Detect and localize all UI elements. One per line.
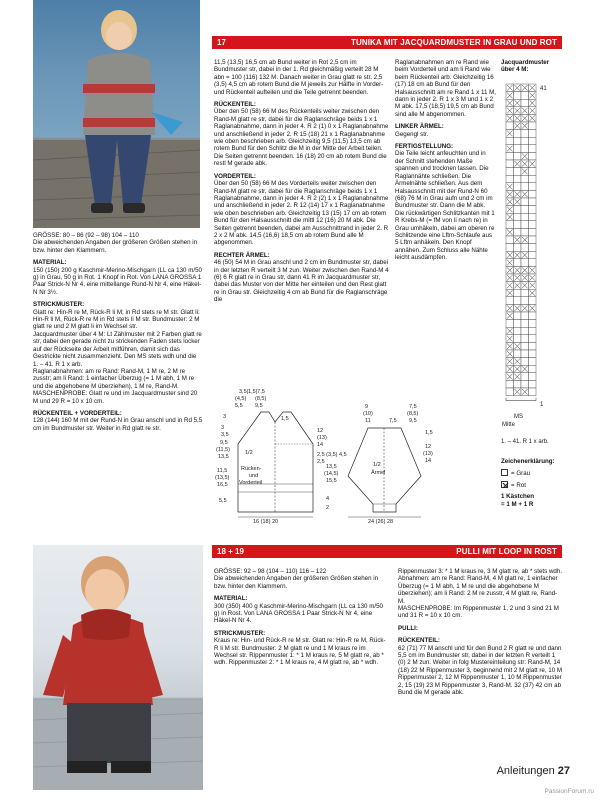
paragraph-heading: MATERIAL: [33, 259, 67, 267]
chart-cell [506, 388, 514, 396]
chart-cell [529, 312, 537, 320]
chart-cell [514, 327, 522, 335]
section2-right-column [398, 568, 564, 697]
schematic-sleeve [324, 404, 433, 524]
m-sl-13: (13) [423, 451, 433, 457]
m-35: 3,5 [221, 432, 229, 438]
section-title: TUNIKA MIT JACQUARDMUSTER IN GRAU UND ROT [350, 38, 557, 47]
schematic-back-label1: Rücken- [241, 466, 262, 472]
schematic-back-label2: und [249, 473, 259, 479]
schematic-back-front [215, 389, 347, 524]
paragraph-text: Die abweichenden Angaben der größeren Größen stehen in bzw. hinter den Klammern. [33, 239, 198, 254]
chart-cell [514, 259, 522, 267]
chart-cell [529, 342, 537, 350]
m-sl-4: 4 [326, 496, 330, 502]
chart-cell [514, 335, 522, 343]
paragraph-text: Über den 50 (58) 66 M des Rückenteils weiter zwischen den Rand-M glatt re str, dabei für die Raglanschräge beids 1 x 1 Raglanabnahme, dann in jeder 4. R 2 (1) 0 x 1 Raglanabnahme und anschließend in jeder 2. R 15 (18) 21 x 1 Raglanabnahme wie oben beschrieben arb. Gleichzeitig 9,5 (11,5) 13,5 cm ab rotem Bund für den Schlitz die M in der Mitte der Arbeit teilen. Die Seiten getrennt beenden. 16 (18) 20 cm ab rotem Bund die restl M gerade abk. [214, 108, 389, 168]
photo-boy-pullover-illustration [33, 545, 203, 790]
chart-cell [514, 92, 522, 100]
section1-left-column [33, 232, 203, 432]
schematic-sleeve-label: Ärmel [371, 470, 386, 476]
watermark: PassionForum.ru [544, 788, 594, 795]
m-3: 3 [223, 414, 227, 420]
paragraph-heading: STRICKMUSTER: [214, 629, 266, 637]
footer-label: Anleitungen [496, 765, 555, 777]
page-footer [496, 765, 570, 777]
chart-cell [521, 175, 529, 183]
paragraph-heading: RÜCKENTEIL: [398, 637, 440, 645]
section-header-18-19 [212, 545, 562, 558]
m-sl-145: (14,5) [324, 471, 339, 477]
chart-cell [529, 236, 537, 244]
paragraph-text: Gegengl str. [395, 130, 429, 138]
chart-cell [521, 335, 529, 343]
paragraph-text: Raglanabnahmen am re Rand wie beim Vorderteil und am li Rand wie beim Rückenteil arb. Gleichzeitig 16 (17) 18 cm ab Bund für den Halsausschnitt am re Rand 1 x 11 M, dann in jeder 2. R 1 x 3 M und 1 x 2 M abk. 17,5 (18,5) 19,5 cm ab Bund sind alle M abgenommen. [395, 59, 496, 118]
chart-cell [529, 168, 537, 176]
chart-cell [529, 122, 537, 130]
m-sl-75b: 7,5 [409, 404, 417, 410]
chart-cell [514, 152, 522, 160]
paragraph-text: GRÖSSE: 80 – 86 (92 – 98) 104 – 110 [33, 232, 139, 239]
chart-cell [521, 221, 529, 229]
legend-red-label: = Rot [511, 481, 526, 489]
chart-ms-label: MS [514, 414, 523, 420]
legend-grey-swatch [501, 469, 508, 476]
paragraph-text: Glatt re: Hin-R re M, Rück-R li M; in Rd stets re M str. Glatt li: Hin-R li M, Rück-R re M in Rd stets li M str. Bundmuster: 2 M glatt re und 2 M glatt li im Wechsel str. [33, 308, 200, 331]
chart-cell [521, 244, 529, 252]
schematic-drawings [213, 384, 499, 524]
m-sl-75: 7,5 [389, 418, 397, 424]
m-sl-11: 11 [365, 418, 371, 424]
chart-cell [529, 327, 537, 335]
paragraph-text: 62 (71) 77 M anschl und für den Bund 2 R glatt re und dann 5,5 cm im Bundmuster str, dabei in der letzten R verteilt 1 (0) 2 M zun. Weiter in folg Mustereinteilung str: Rand-M, 14 (18) 22 M Rippenmuster 3, beginnend mit 2 M glatt re, 10 M Rippenmuster 2, 12 M Rippenmuster 1, 10 M Rippenmuster 2, 15 (19) 23 M Rippenmuster 3, Rand-M. 32 (37) 42 cm ab Bund die M gerade abk. [398, 644, 563, 697]
paragraph-text: GRÖSSE: 92 – 98 (104 – 110) 116 – 122 [214, 568, 327, 575]
chart-cell [521, 289, 529, 297]
chart-cell [529, 228, 537, 236]
m-3b: 3 [221, 425, 225, 431]
chart-cell [529, 373, 537, 381]
chart-cell [521, 320, 529, 328]
m-95b: 9,5 [220, 440, 228, 446]
chart-cell [529, 175, 537, 183]
chart-cell [529, 297, 537, 305]
chart-cell [529, 137, 537, 145]
m-sl-12: 12 [425, 444, 432, 450]
m-sl-10: (10) [363, 411, 373, 417]
chart-cell [529, 206, 537, 214]
m-sl-9: 9 [365, 404, 369, 410]
paragraph-heading: STRICKMUSTER: [33, 301, 85, 309]
chart-cell [521, 183, 529, 191]
paragraph-text: Jacquardmuster über 4 M: Lt Zählmuster mit 2 Farben glatt re str, dabei den gerade nicht zu strickenden Faden stets locker auf der Rückseite der Arbeit mitführen, damit sich das Gestrickte nicht zusammenzieht. Den MS stets wdh und die 1. – 41. R 1 x arb. [33, 330, 202, 368]
chart-cell [506, 221, 514, 229]
schematic-back-label3: Vorderteil [239, 480, 263, 486]
chart-cell [514, 130, 522, 138]
chart-cell [514, 221, 522, 229]
chart-row-label-41: 41 [540, 86, 547, 92]
chart-cell [514, 312, 522, 320]
m-135: 13,5 [218, 454, 229, 460]
chart-cell [521, 137, 529, 145]
chart-cell [521, 358, 529, 366]
chart-cell [506, 244, 514, 252]
section2-left-column [214, 568, 390, 667]
chart-cell [529, 350, 537, 358]
paragraph-heading: VORDERTEIL: [214, 172, 256, 180]
chart-cell [514, 213, 522, 221]
legend-box-1: 1 Kästchen [501, 493, 535, 501]
chart-cell [506, 297, 514, 305]
chart-cell [529, 365, 537, 373]
paragraph-text: Rippenmuster 3: * 1 M kraus re, 3 M glatt re, ab * stets wdh. [398, 568, 563, 575]
chart-cell [521, 99, 529, 107]
m-115: (11,5) [216, 447, 230, 453]
chart-cell [506, 236, 514, 244]
chart-cell [514, 206, 522, 214]
chart-cell [521, 259, 529, 267]
section1-middle-column [214, 59, 390, 304]
legend-title: Zeichenerklärung: [501, 458, 555, 465]
chart-cell [521, 92, 529, 100]
paragraph-heading: LINKER ÄRMEL: [395, 123, 444, 131]
paragraph-text: 46 (50) 54 M in Grau anschl und 2 cm im Bundmuster str, dabei in der letzten R verteilt 3 M zun. Weiter zwischen den Rand-M 4 (6) 6 R glatt re in Grau str, dann 41 R im Jacquardmuster str, dabei das Muster von der Mitte her einteilen und den Rest glatt re in Grau str. Gleichzeitig 4 cm ab Bund für die Raglanschräge die [214, 259, 389, 304]
chart-cell [514, 244, 522, 252]
chart-cell [521, 373, 529, 381]
chart-cell [521, 297, 529, 305]
m-15a: 1,5 [281, 416, 289, 422]
paragraph-text: 300 (350) 400 g Kaschmir-Merino-Mischgarn (LL ca 130 m/50 g) in Rost. Von LANA GROSSA 1 Paar Strick-N Nr 4, eine Häkel-N Nr 4. [214, 602, 383, 625]
chart-cell [529, 251, 537, 259]
chart-cell [506, 175, 514, 183]
chart-cell [521, 350, 529, 358]
section-number: 18 + 19 [217, 547, 244, 556]
paragraph-heading: FERTIGSTELLUNG: [395, 143, 454, 151]
paragraph-text: MASCHENPROBE: Glatt re und im Jacquardmuster sind 20 M und 29 R = 10 x 10 cm. [33, 390, 198, 405]
chart-cell [521, 327, 529, 335]
chart-cell [529, 198, 537, 206]
m-top2: (4,5) [235, 396, 247, 402]
chart-cell [529, 335, 537, 343]
photo-boy-pullover [33, 545, 203, 790]
paragraph-text: Abnahmen: am re Rand: Rand-M, 4 M glatt re, 1 einfacher Überzug (= 1 M abh, 1 M re und die abgehobene M überziehen); am li Rand: 2 M re zusstr, 4 M glatt re, Rand-M. [398, 575, 558, 605]
m-95: 9,5 [255, 403, 263, 409]
chart-cell [529, 213, 537, 221]
m-sl-155: 15,5 [326, 478, 337, 484]
chart-cell [529, 259, 537, 267]
chart-cell [529, 320, 537, 328]
chart-cell [529, 130, 537, 138]
section1-right-column [395, 59, 496, 262]
jacquard-chart [498, 80, 568, 448]
legend-box-2: = 1 M + 1 R [501, 500, 534, 508]
paragraph-text: MASCHENPROBE: Im Rippenmuster 1, 2 und 3 sind 21 M und 31 R = 10 x 10 cm. [398, 605, 559, 620]
paragraph-text: Die abweichenden Angaben der größeren Größen stehen in bzw. hinter den Klammern. [214, 575, 379, 590]
paragraph-text: Über den 50 (58) 66 M des Vorderteils weiter zwischen den Rand-M glatt re str, dabei für die Raglanschräge beids 1 x 1 Raglanabnahme, dann in jeder 4. R 2 (2) 1 x 1 Raglanabnahme und anschließend in jeder 2. R 12 (14) 17 x 1 Raglanabnahme wie oben beschrieben arb. Gleichzeitig 13 (15) 17 cm ab rotem Bund für den Halsausschnitt die mittl 12 (16) 20 M abk. Die Seiten getrennt beenden, dabei am Ausschnittrand in jeder 2. R 2 x 2 M abk. 14,5 (16,6) 18,5 cm ab rotem Bund alle M abgenommen. [214, 180, 389, 247]
chart-ms-bracket [506, 398, 536, 401]
legend-grey-label: = Grau [511, 470, 531, 478]
m-top3: (8,5) [255, 396, 267, 402]
chart-cell [514, 168, 522, 176]
m-25: 2,5 (3,5) 4,5 [317, 452, 347, 458]
m-13: (13) [317, 435, 327, 441]
schematic-sleeve-half: 1/2 [373, 462, 381, 468]
chart-cell [506, 168, 514, 176]
m-12: 12 [317, 428, 324, 434]
chart-cell [506, 320, 514, 328]
chart-cell [521, 380, 529, 388]
chart-cell [529, 190, 537, 198]
paragraph-text: Kraus re: Hin- und Rück-R re M str. Glatt re: Hin-R re M, Rück-R li M str. Bundmuster: 2 M glatt re und 1 M kraus re im Wechsel str. Rippenmuster 1: * 1 M kraus re, 5 M glatt re, ab * wdh. Rippenmuster 2: * 1 M kraus re, 4 M glatt re, ab * wdh. [214, 637, 386, 667]
schematic-back-half: 1/2 [245, 450, 253, 456]
paragraph-text: 150 (150) 200 g Kaschmir-Merino-Mischgarn (LL ca 130 m/50 g) in Grau, 50 g in Rot. 1 Knopf in Rot. Von LANA GROSSA 1 Paar Strick-N Nr 4, eine mittellange Rund-N Nr 4, eine Häkel-N Nr 3½. [33, 266, 202, 296]
chart-cell [514, 175, 522, 183]
chart-cell [506, 160, 514, 168]
page-number: 27 [557, 765, 570, 777]
m-sl-2: 2 [326, 505, 330, 511]
m-14: 14 [317, 442, 324, 448]
chart-cell [529, 358, 537, 366]
chart-cell [521, 228, 529, 236]
m-sl-15: 1,5 [425, 430, 433, 436]
chart-cell [529, 183, 537, 191]
chart-cell [521, 130, 529, 138]
section-title: PULLI MIT LOOP IN ROST [456, 547, 557, 556]
chart-cell [521, 312, 529, 320]
chart-cell [514, 145, 522, 153]
schematic-sleeve-bottom: 24 (26) 28 [368, 519, 394, 524]
chart-cell [514, 380, 522, 388]
m-115b: 11,5 [217, 468, 228, 474]
paragraph-text: Raglanabnahmen: am re Rand: Rand-M, 1 M re, 2 M re zusstr; am li Rand: 1 einfacher Überzug (= 1 M abh, 1 M re und die abgehobene M überziehen), 1 M re, Rand-M. [33, 367, 195, 390]
jacquard-chart-block [501, 59, 566, 74]
chart-cell [521, 145, 529, 153]
m-top4: 5,5 [235, 403, 243, 409]
paragraph-text: 11,5 (13,5) 16,5 cm ab Bund weiter in Rot 2,5 cm im Bundmuster str, dabei in der 1. Rd gleichmäßig verteilt 28 M abn = 100 (116) 132 M. Danach weiter in Grau glatt re str. 2,5 (3,5) 4,5 cm ab rotem Bund die M jeweils zur Hälfte in Vorder- und Rückenteil aufteilen und die Teile getrennt beenden. [214, 59, 384, 96]
photo-girl-tunic-illustration [33, 0, 200, 228]
chart-cell [521, 206, 529, 214]
photo-girl-tunic [33, 0, 200, 228]
paragraph-text: 128 (144) 160 M mit der Rund-N in Grau anschl und in Rd 5,5 cm im Bundmuster str. Weiter in Rd glatt re str. [33, 417, 203, 432]
chart-cell [529, 388, 537, 396]
m-25b: 2,5 [317, 459, 325, 465]
chart-cell [529, 145, 537, 153]
chart-cell [529, 244, 537, 252]
paragraph-heading: RÜCKENTEIL: [214, 101, 256, 109]
chart-cell [514, 228, 522, 236]
m-55: 5,5 [219, 498, 227, 504]
jacquard-chart-title: Jacquardmuster über 4 M: [501, 59, 550, 74]
m-sl-135: 13,5 [326, 464, 337, 470]
chart-cell [514, 183, 522, 191]
chart-cell [514, 137, 522, 145]
chart-cell [506, 137, 514, 145]
paragraph-heading: RECHTER ÄRMEL: [214, 251, 270, 259]
chart-cell [514, 350, 522, 358]
m-sl-95: 9,5 [409, 418, 417, 424]
legend-red-swatch [501, 481, 508, 488]
chart-cell [529, 152, 537, 160]
paragraph-heading: RÜCKENTEIL + VORDERTEIL: [33, 409, 122, 417]
schematic-back-bottom: 16 (18) 20 [253, 519, 279, 524]
m-sl-14: 14 [425, 458, 432, 464]
chart-row-label-1: 1 [540, 402, 544, 408]
chart-cell [514, 289, 522, 297]
section-header-17 [212, 36, 562, 49]
chart-repeat-note: 1. – 41. R 1 x arb. [501, 439, 549, 445]
chart-cell [521, 198, 529, 206]
chart-cell [521, 342, 529, 350]
chart-cell [506, 152, 514, 160]
paragraph-heading: MATERIAL: [214, 595, 248, 603]
chart-legend [501, 458, 581, 508]
section-number: 17 [217, 38, 226, 47]
chart-cell [506, 380, 514, 388]
paragraph-text: Die Teile leicht anfeuchten und in der Schnitt stehenden Maße spannen und trocknen lassen. Die Raglannähte schließen. Die Ärmelnähte schließen. Aus dem Halsausschnitt mit der Rund-N 60 (68) 76 M in Grau aufn und 2 cm im Bundmuster str. Dann die M abk. Die rückwärtigen Schlitzkanten mit 1 R Krebs-M (= fM von li nach re) in Grau umhäkeln, dabei am oberen re Schlitzende eine Lftm-Schlaufe aus 5 Lftm anhäkeln. Den Knopf annähen. Zum Schluss alle Nähte leicht ausdämpfen. [395, 150, 495, 262]
m-sl-85: (8,5) [407, 411, 419, 417]
chart-cell [529, 221, 537, 229]
chart-cell [521, 213, 529, 221]
chart-cell [506, 122, 514, 130]
m-top: 3,5|1,5|7,5 [239, 389, 265, 395]
chart-cell [529, 380, 537, 388]
m-135b: (13,5) [215, 475, 230, 481]
chart-cell [514, 320, 522, 328]
paragraph-heading: PULLI: [398, 624, 418, 632]
chart-mitte-label: Mitte [502, 422, 516, 428]
chart-cell [514, 297, 522, 305]
m-165: 16,5 [217, 482, 228, 488]
